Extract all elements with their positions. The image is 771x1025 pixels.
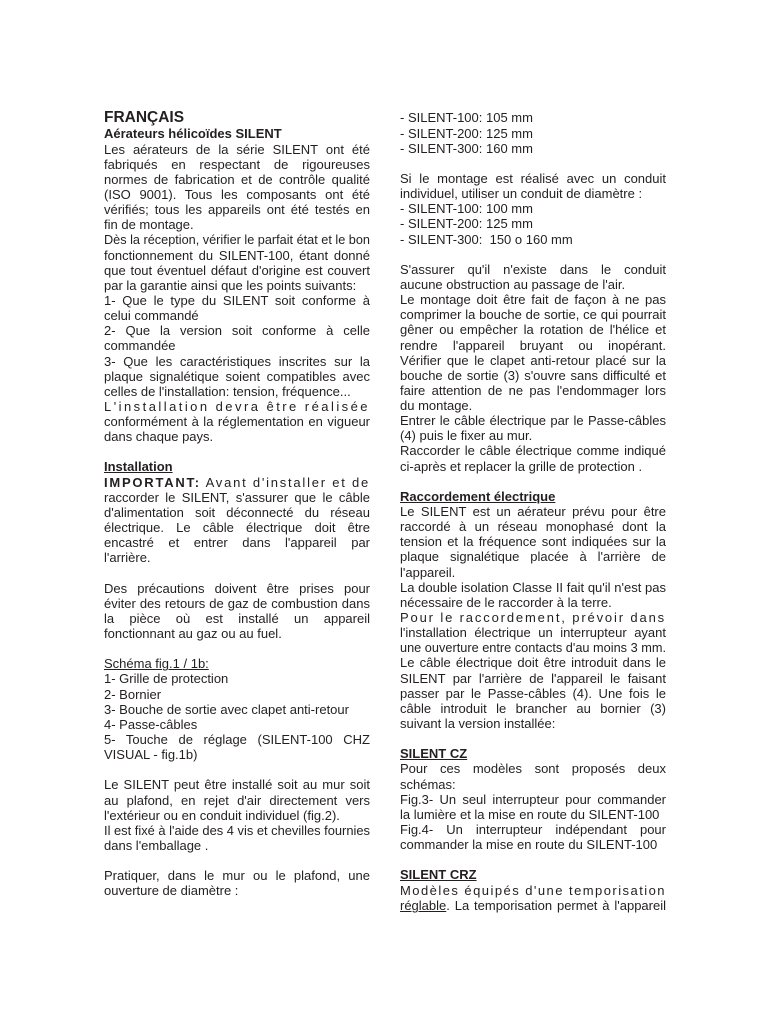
electrical-line: l'installation électrique un interrupteur ayant xyxy=(400,625,666,641)
reception-line: par la garantie ainsi que les points suivants: xyxy=(104,277,357,293)
regulation-line: conformément à la réglementation en vigueur xyxy=(104,414,370,430)
mounting-line: Le montage doit être fait de façon à ne pas xyxy=(400,292,666,308)
duct-intro-line: individuel, utiliser un conduit de diamètre : xyxy=(400,186,643,202)
duct-check-line: S'assurer qu'il n'existe dans le conduit xyxy=(400,261,666,277)
silent-crz-title: SILENT CRZ xyxy=(400,867,477,883)
electrical-line: SILENT par l'arrière de l'appareil le faisant xyxy=(400,670,666,686)
adjustable-word: réglable xyxy=(400,897,447,913)
electrical-line: nécessaire de le raccorder à la terre. xyxy=(400,594,612,610)
silent-crz-line: Modèles équipés d'une temporisation xyxy=(400,882,666,898)
paragraph-gap xyxy=(400,731,666,746)
electrical-line: plaque signalétique placée à l'arrière de xyxy=(400,549,666,565)
paragraph-gap xyxy=(104,444,370,459)
regulation-line: L'installation devra être réalisée xyxy=(104,398,370,414)
electrical-line: une ouverture entre contacts d'au moins 3 mm. xyxy=(400,640,666,656)
check-item-3: celles de l'installation: tension, fréquence... xyxy=(104,383,351,399)
electrical-line: l'appareil. xyxy=(400,564,456,580)
mounting-line: gêner ou empêcher la rotation de l'hélice et xyxy=(400,322,666,338)
important-text: Avant d'installer et de xyxy=(205,474,370,490)
mounting-line: comprimer la bouche de sortie, ce qui pourrait xyxy=(400,307,666,323)
important-line: d'alimentation soit déconnecté du réseau xyxy=(104,504,370,520)
schema-item: 4- Passe-câbles xyxy=(104,716,198,732)
schema-item: 1- Grille de protection xyxy=(104,671,229,687)
important-line: raccorder le SILENT, s'assurer que le câble xyxy=(104,489,370,505)
intro-line: normes de fabrication et de contrôle qualité xyxy=(104,171,370,187)
paragraph-gap xyxy=(400,156,666,171)
cable-connect-line: ci-après et replacer la grille de protection . xyxy=(400,458,643,474)
electrical-line: La double isolation Classe II fait qu'il n'est pas xyxy=(400,579,666,595)
reception-line: fonctionnement du SILENT-100, étant donné xyxy=(104,247,370,263)
precautions-line: fonctionnant au gaz ou au fuel. xyxy=(104,626,282,642)
check-item-1: celui commandé xyxy=(104,308,199,324)
silent-crz-text: . La temporisation permet à l'appareil xyxy=(446,897,666,913)
reception-line: Dès la réception, vérifier le parfait état et le bon xyxy=(104,232,370,248)
paragraph-gap xyxy=(400,474,666,489)
schema-item: 2- Bornier xyxy=(104,686,162,702)
fig3-line: Fig.3- Un seul interrupteur pour commander xyxy=(400,791,666,807)
paragraph-gap xyxy=(400,247,666,262)
precautions-line: éviter des retours de gaz de combustion dans xyxy=(104,595,370,611)
right-column xyxy=(400,110,666,912)
mounting-line: l'extérieur ou en conduit individuel (fig.2). xyxy=(104,807,340,823)
mounting-line: faire attention de ne pas l'endommager lors xyxy=(400,382,666,398)
mounting-line: au plafond, en rejet d'air directement vers xyxy=(104,792,370,808)
opening-line: ouverture de diamètre : xyxy=(104,883,239,899)
precautions-line: la pièce où est installé un appareil xyxy=(104,610,370,626)
paragraph-gap xyxy=(104,565,370,580)
mounting-line: rendre l'appareil bruyant ou inopérant. xyxy=(400,337,666,353)
reception-line: que tout éventuel défaut d'origine est couvert xyxy=(104,262,370,278)
electrical-line: passer par le Passe-câbles (4). Une fois le xyxy=(400,685,666,701)
electrical-line: Le SILENT est un aérateur prévu pour être xyxy=(400,504,666,520)
electrical-line: câble introduit le brancher au bornier (3) xyxy=(400,700,666,716)
schema-item: VISUAL - fig.1b) xyxy=(104,747,198,763)
paragraph-gap xyxy=(104,762,370,777)
important-line: encastré et entrer dans l'appareil par xyxy=(104,535,370,551)
duct-diameter-item: - SILENT-100: 100 mm xyxy=(400,201,533,217)
intro-line: vérifiés; tous les appareils ont été testés en xyxy=(104,202,370,218)
section-subheading: Aérateurs hélicoïdes SILENT xyxy=(104,126,282,142)
intro-line: (ISO 9001). Tous les composants ont été xyxy=(104,186,370,202)
check-item-2: commandée xyxy=(104,338,176,354)
fig4-line: commander la mise en route du SILENT-100 xyxy=(400,837,658,853)
wall-diameter-item: - SILENT-300: 160 mm xyxy=(400,140,533,156)
intro-line: fin de montage. xyxy=(104,217,194,233)
electrical-title: Raccordement électrique xyxy=(400,488,556,504)
precautions-line: Des précautions doivent être prises pour xyxy=(104,580,370,596)
check-item-3: plaque signalétique soient compatibles avec xyxy=(104,368,370,384)
electrical-line: suivant la version installée: xyxy=(400,716,556,732)
wall-diameter-item: - SILENT-200: 125 mm xyxy=(400,125,533,141)
check-item-1: 1- Que le type du SILENT soit conforme à xyxy=(104,292,370,308)
wall-diameter-item: - SILENT-100: 105 mm xyxy=(400,110,533,126)
important-line: l'arrière. xyxy=(104,550,151,566)
duct-diameter-item: - SILENT-300: 150 o 160 mm xyxy=(400,231,573,247)
electrical-line: Pour le raccordement, prévoir dans xyxy=(400,610,666,626)
mounting-line: bouche de sortie (3) s'ouvre sans difficulté et xyxy=(400,367,666,383)
paragraph-gap xyxy=(400,852,666,867)
paragraph-gap xyxy=(104,853,370,868)
regulation-line: dans chaque pays. xyxy=(104,429,214,445)
fixing-line: dans l'emballage . xyxy=(104,838,209,853)
silent-cz-line: schémas: xyxy=(400,776,456,792)
duct-intro-line: Si le montage est réalisé avec un conduit xyxy=(400,170,666,186)
schema-title: Schéma fig.1 / 1b: xyxy=(104,656,209,672)
fixing-line: Il est fixé à l'aide des 4 vis et chevilles fournies xyxy=(104,822,370,838)
mounting-line: du montage. xyxy=(400,398,473,414)
cable-entry-line: Entrer le câble électrique par le Passe-câbles xyxy=(400,413,666,429)
check-item-2: 2- Que la version soit conforme à celle xyxy=(104,323,370,339)
electrical-line: raccordé à un réseau monophasé dont la xyxy=(400,519,666,535)
duct-check-line: aucune obstruction au passage de l'air. xyxy=(400,276,626,292)
silent-cz-title: SILENT CZ xyxy=(400,746,468,762)
important-line: électrique. Le câble électrique doit être xyxy=(104,520,370,536)
intro-line: fabriqués en respectant de rigoureuses xyxy=(104,156,370,172)
check-item-3: 3- Que les caractéristiques inscrites sur la xyxy=(104,353,370,369)
electrical-line: tension et la fréquence sont indiquées sur la xyxy=(400,534,666,550)
schema-item: 3- Bouche de sortie avec clapet anti-retour xyxy=(104,701,349,717)
opening-line: Pratiquer, dans le mur ou le plafond, une xyxy=(104,868,370,884)
paragraph-gap xyxy=(104,641,370,656)
mounting-line: Le SILENT peut être installé soit au mur soit xyxy=(104,777,370,793)
silent-crz-line xyxy=(400,898,666,913)
mounting-line: Vérifier que le clapet anti-retour placé sur la xyxy=(400,352,666,368)
electrical-line: Le câble électrique doit être introduit dans le xyxy=(400,655,666,671)
installation-title: Installation xyxy=(104,459,173,475)
fig4-line: Fig.4- Un interrupteur indépendant pour xyxy=(400,822,666,837)
schema-item: 5- Touche de réglage (SILENT-100 CHZ xyxy=(104,732,370,748)
silent-cz-line: Pour ces modèles sont proposés deux xyxy=(400,761,666,777)
duct-diameter-item: - SILENT-200: 125 mm xyxy=(400,216,533,232)
cable-entry-line: (4) puis le fixer au mur. xyxy=(400,428,533,444)
cable-connect-line: Raccorder le câble électrique comme indiqué xyxy=(400,443,666,459)
intro-line: Les aérateurs de la série SILENT ont été xyxy=(104,141,370,157)
fig3-line: la lumière et la mise en route du SILENT-100 xyxy=(400,806,660,822)
important-line xyxy=(104,475,370,490)
section-heading: FRANÇAIS xyxy=(104,109,185,127)
left-column xyxy=(104,110,370,898)
important-label: IMPORTANT: xyxy=(104,474,201,490)
